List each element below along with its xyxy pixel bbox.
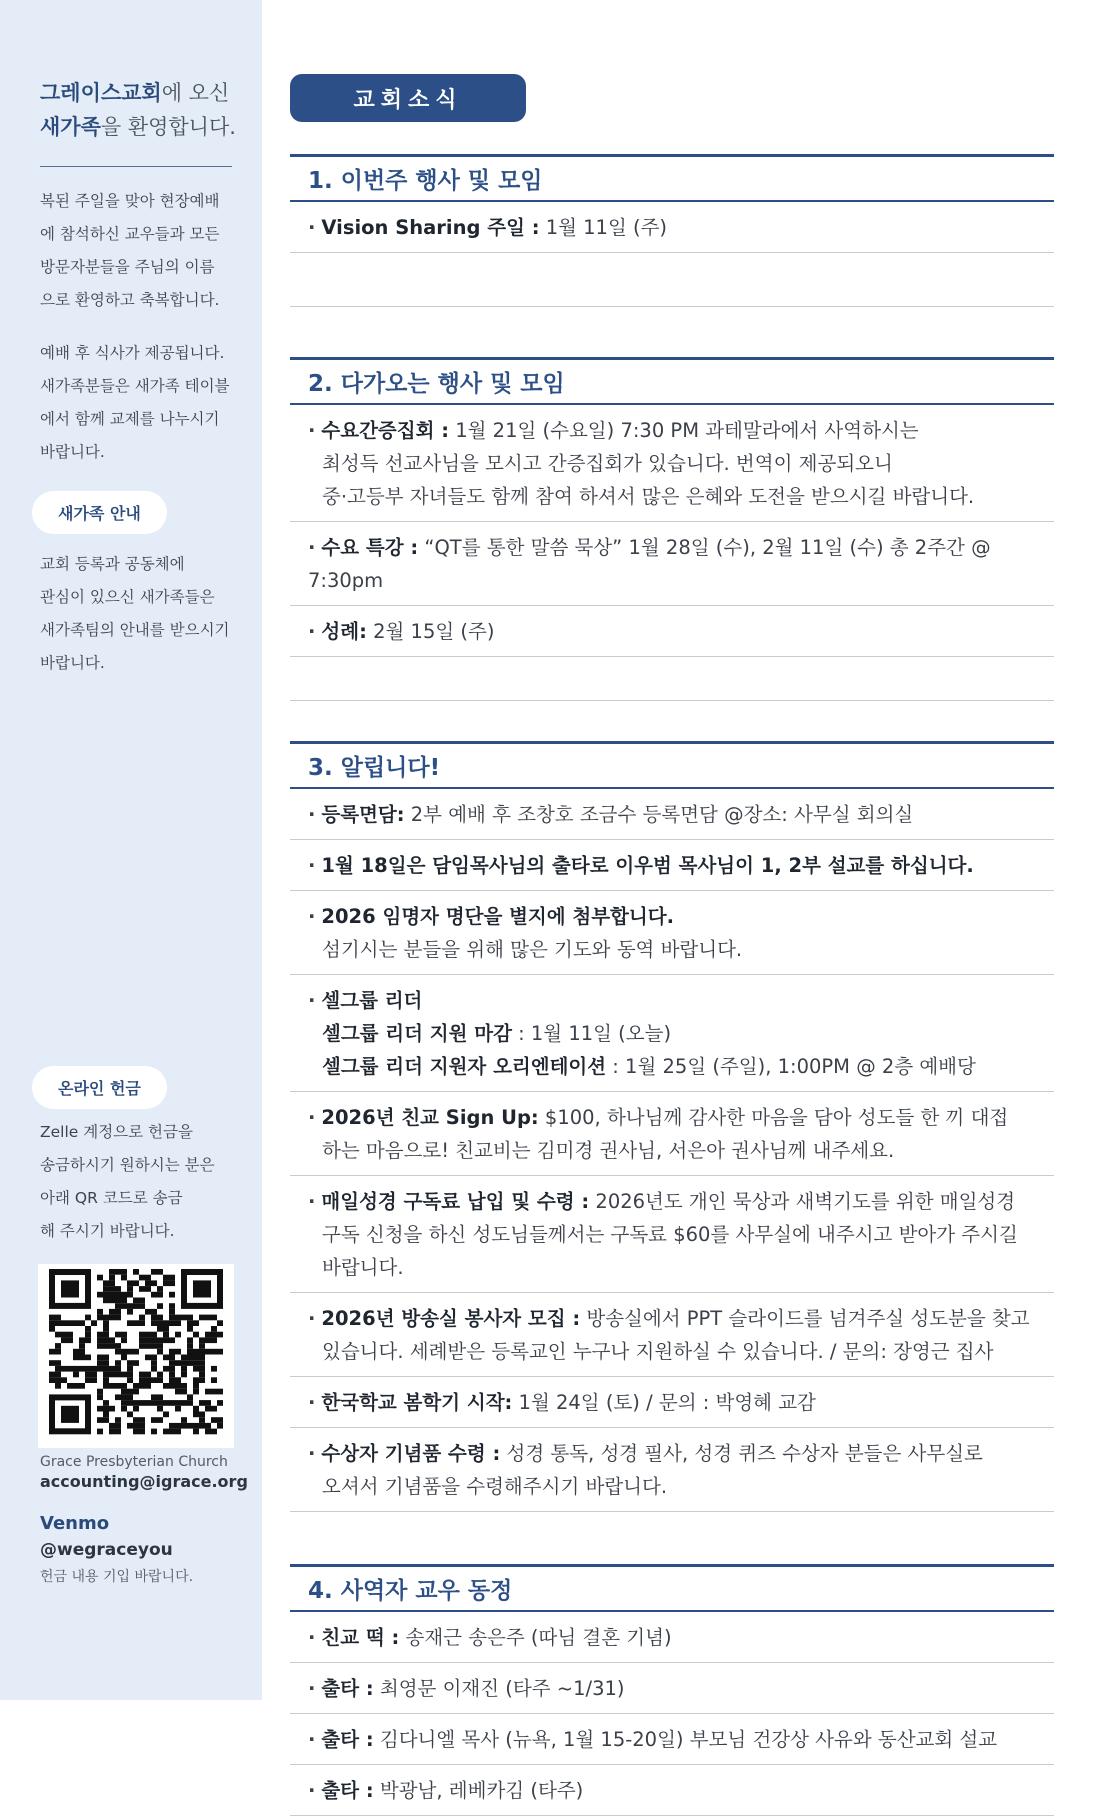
text-line: 바랍니다. [40, 443, 105, 461]
item-text: 2026년도 개인 묵상과 새벽기도를 위한 매일성경 [589, 1190, 1016, 1213]
text-line: 교회 등록과 공동체에 [40, 555, 185, 573]
bullet: · [308, 905, 316, 928]
list-item [290, 202, 1054, 253]
text-line: 새가족분들은 새가족 테이블 [40, 377, 230, 395]
list-item [290, 1377, 1054, 1428]
item-label: 수상자 기념품 수령 : [321, 1442, 501, 1465]
church-news [290, 74, 1054, 1816]
item-label: 1월 18일은 담임목사님의 출타로 이우범 목사님이 1, 2부 설교를 하십니다. [321, 854, 974, 877]
text-line: 바랍니다. [40, 654, 105, 672]
text-line: 복된 주일을 맞아 현장예배 [40, 192, 220, 210]
text-line: Zelle 계정으로 헌금을 [40, 1123, 193, 1141]
section-this-week [290, 154, 1054, 307]
item-label: 셀그룹 리더 [321, 989, 423, 1012]
item-text [308, 1050, 1044, 1083]
list-item [290, 1428, 1054, 1512]
item-text: 7:30pm [308, 569, 384, 592]
church-english-name: Grace Presbyterian Church [40, 1454, 228, 1470]
venmo-note: 헌금 내용 기입 바랍니다. [40, 1569, 194, 1585]
item-label: 수요간증집회 : [321, 419, 450, 442]
list-item [290, 1714, 1054, 1765]
item-text: 중·고등부 자녀들도 함께 참여 하셔서 많은 은혜와 도전을 받으시길 바랍니다. [322, 485, 975, 508]
list-item [290, 405, 1054, 522]
bullet: · [308, 1190, 316, 1213]
item-label: 수요 특강 : [321, 536, 419, 559]
list-item [290, 891, 1054, 975]
item-label: 2026년 친교 Sign Up: [321, 1106, 539, 1129]
list-item [290, 1663, 1054, 1714]
item-text: 바랍니다. [322, 1256, 404, 1279]
bullet: · [308, 419, 316, 442]
bullet: · [308, 1442, 316, 1465]
item-text: 1월 24일 (토) / 문의 : 박영혜 교감 [512, 1391, 816, 1414]
bullet: · [308, 803, 316, 826]
item-label: 등록면담: [321, 803, 405, 826]
item-label: Vision Sharing 주일 : [321, 216, 540, 239]
item-text: 1월 11일 (주) [539, 216, 668, 239]
online-offering-block [40, 1116, 250, 1586]
text-line: 으로 환영하고 축복합니다. [40, 291, 220, 309]
bullet: · [308, 989, 316, 1012]
text-line: 방문자분들을 주님의 이름 [40, 258, 215, 276]
list-item [290, 789, 1054, 840]
item-text: “QT를 통한 말씀 묵상” 1월 28일 (수), 2월 11일 (수) 총 2주간 @ [418, 536, 991, 559]
text-line: 송금하시기 원하시는 분은 [40, 1156, 215, 1174]
venmo-handle[interactable]: @wegraceyou [40, 1540, 173, 1560]
bullet: · [308, 620, 316, 643]
bullet: · [308, 854, 316, 877]
list-item [290, 1293, 1054, 1377]
item-text: 최영문 이재진 (타주 ~1/31) [373, 1677, 625, 1700]
item-text: 김다니엘 목사 (뉴욕, 1월 15-20일) 부모님 건강상 사유와 동산교회 설교 [373, 1728, 998, 1751]
venmo-label: Venmo [40, 1513, 110, 1534]
welcome-text: 을 환영합니다. [100, 115, 236, 139]
item-text: 박광남, 레베카김 (타주) [373, 1779, 584, 1802]
item-text [308, 1017, 1044, 1050]
item-label: 셀그룹 리더 지원자 오리엔테이션 [322, 1055, 607, 1078]
bullet: · [308, 1307, 316, 1330]
item-label: 출타 : [321, 1779, 374, 1802]
item-text: 2부 예배 후 조창호 조금수 등록면담 @장소: 사무실 회의실 [404, 803, 914, 826]
item-text: 섬기시는 분들을 위해 많은 기도와 동역 바랍니다. [322, 938, 743, 961]
item-text: 최성득 선교사님을 모시고 간증집회가 있습니다. 번역이 제공되오니 [322, 452, 893, 475]
item-text: $100, 하나님께 감사한 마음을 담아 성도들 한 끼 대접 [538, 1106, 1009, 1129]
online-paragraph [40, 1116, 250, 1248]
bullet: · [308, 1677, 316, 1700]
item-label: 출타 : [321, 1728, 374, 1751]
welcome-message [40, 76, 240, 144]
item-text: 방송실에서 PPT 슬라이드를 넘겨주실 성도분을 찾고 [580, 1307, 1030, 1330]
text-line: 에서 함께 교제를 나누시기 [40, 410, 220, 428]
item-label: 친교 떡 : [321, 1626, 400, 1649]
meal-paragraph [40, 337, 240, 469]
item-label: 출타 : [321, 1677, 374, 1700]
bullet: · [308, 216, 316, 239]
item-label: 셀그룹 리더 지원 마감 [322, 1022, 512, 1045]
item-text: 1월 21일 (수요일) 7:30 PM 과테말라에서 사역하시는 [449, 419, 919, 442]
list-item [290, 1092, 1054, 1176]
bullet: · [308, 1106, 316, 1129]
newcomer-paragraph [40, 548, 240, 680]
list-item [290, 975, 1054, 1092]
item-text: 하는 마음으로! 친교비는 김미경 권사님, 서은아 권사님께 내주세요. [322, 1139, 895, 1162]
intro-paragraph [40, 185, 240, 317]
section-heading: 1. 이번주 행사 및 모임 [290, 154, 1054, 202]
text-line: 아래 QR 코드로 송금 [40, 1189, 183, 1207]
bullet: · [308, 1728, 316, 1751]
offering-email[interactable]: accounting@igrace.org [40, 1472, 248, 1491]
item-label: 매일성경 구독료 납입 및 수령 : [321, 1190, 590, 1213]
section-heading: 4. 사역자 교우 동정 [290, 1564, 1054, 1612]
welcome-text: 에 오신 [161, 81, 230, 105]
text-line: 예배 후 식사가 제공됩니다. [40, 344, 225, 362]
item-text: : 1월 11일 (오늘) [511, 1022, 672, 1045]
bullet: · [308, 1779, 316, 1802]
spacer [40, 317, 240, 337]
text-line: 에 참석하신 교우들과 모든 [40, 225, 220, 243]
online-offering-badge: 온라인 헌금 [32, 1066, 167, 1109]
list-item [290, 1765, 1054, 1816]
list-item [290, 606, 1054, 657]
empty-row [290, 253, 1054, 307]
text-line: 해 주시기 바랍니다. [40, 1222, 175, 1240]
list-item [290, 840, 1054, 891]
section-upcoming [290, 357, 1054, 701]
list-item [290, 522, 1054, 606]
section-heading: 3. 알립니다! [290, 741, 1054, 789]
item-text: 있습니다. 세례받은 등록교인 누구나 지원하실 수 있습니다. / 문의: 장영근 집사 [322, 1340, 994, 1363]
text-line: 새가족팀의 안내를 받으시기 [40, 621, 230, 639]
church-name: 그레이스교회 [40, 81, 162, 105]
bullet: · [308, 1626, 316, 1649]
item-text: : 1월 25일 (주일), 1:00PM @ 2층 예배당 [606, 1055, 976, 1078]
item-text: 송재근 송은주 (따님 결혼 기념) [399, 1626, 672, 1649]
item-label: 한국학교 봄학기 시작: [321, 1391, 513, 1414]
item-text: 오셔서 기념품을 수령해주시기 바랍니다. [322, 1475, 668, 1498]
bullet: · [308, 1391, 316, 1414]
empty-row [290, 657, 1054, 701]
page-title: 교회소식 [290, 74, 526, 122]
newcomer-word: 새가족 [40, 115, 101, 139]
bullet: · [308, 536, 316, 559]
item-text: 성경 통독, 성경 필사, 성경 퀴즈 수상자 분들은 사무실로 [500, 1442, 983, 1465]
section-heading: 2. 다가오는 행사 및 모임 [290, 357, 1054, 405]
section-members-news [290, 1564, 1054, 1816]
qr-code-graphic [38, 1264, 234, 1448]
item-label: 2026년 방송실 봉사자 모집 : [321, 1307, 581, 1330]
divider [40, 166, 232, 167]
qr-code-icon[interactable] [38, 1264, 234, 1448]
sidebar [0, 0, 262, 1700]
newcomer-guide-badge: 새가족 안내 [32, 491, 167, 534]
list-item [290, 1612, 1054, 1663]
item-label: 2026 임명자 명단을 별지에 첨부합니다. [321, 905, 674, 928]
list-item [290, 1176, 1054, 1293]
item-label: 성례: [321, 620, 367, 643]
section-announcements [290, 741, 1054, 1512]
text-line: 관심이 있으신 새가족들은 [40, 588, 215, 606]
item-text: 구독 신청을 하신 성도님들께서는 구독료 $60를 사무실에 내주시고 받아가 주시길 [322, 1223, 1018, 1246]
item-text: 2월 15일 (주) [366, 620, 495, 643]
